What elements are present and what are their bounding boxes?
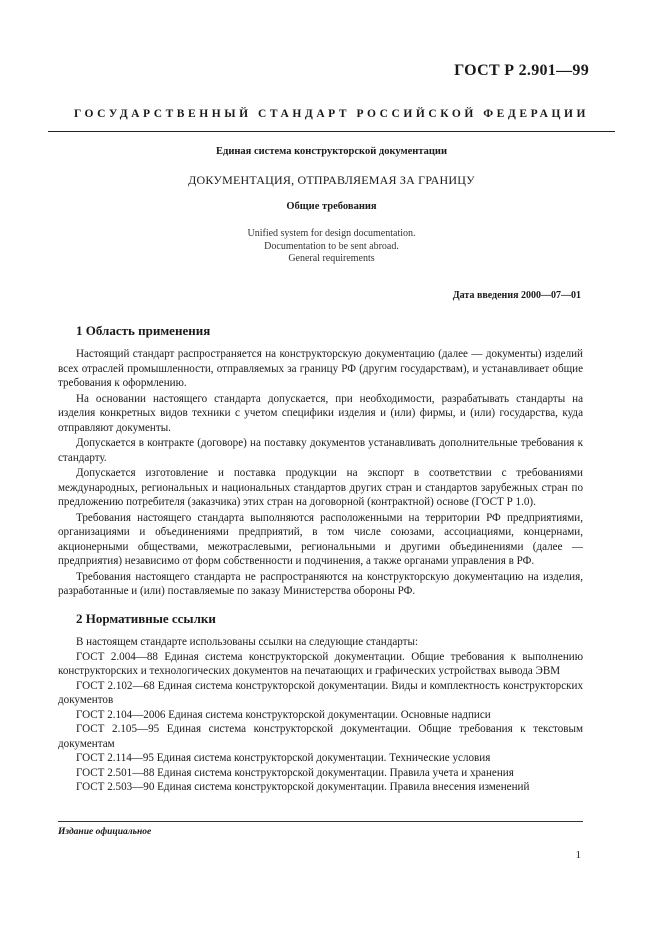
english-title-line: Unified system for design documentation. (247, 228, 416, 239)
section-body-references (58, 635, 583, 795)
section-body-scope (58, 347, 583, 600)
header-divider (48, 131, 615, 132)
section-heading-references: 2 Нормативные ссылки (76, 611, 216, 626)
paragraph: Допускается изготовление и поставка продукции на экспорт в соответствии с требованиями международных, региональных и национальных стандартов других стран и стандартов зарубежных стран по предложению потребителя (заказчика) этих стран на договорной (контрактной) основе (ГОСТ Р 1.0). (58, 467, 583, 508)
document-code: ГОСТ Р 2.901—99 (454, 62, 589, 79)
paragraph: В настоящем стандарте использованы ссылки на следующие стандарты: (76, 636, 419, 648)
document-title: ДОКУМЕНТАЦИЯ, ОТПРАВЛЯЕМАЯ ЗА ГРАНИЦУ (188, 173, 475, 187)
state-standard-banner: ГОСУДАРСТВЕННЫЙ СТАНДАРТ РОССИЙСКОЙ ФЕДЕРАЦИИ (73, 108, 590, 120)
reference-item: ГОСТ 2.114—95 Единая система конструкторской документации. Технические условия (76, 752, 491, 764)
reference-item: ГОСТ 2.503—90 Единая система конструкторской документации. Правила внесения изменений (76, 781, 530, 793)
introduction-date: Дата введения 2000—07—01 (452, 290, 581, 301)
paragraph: Требования настоящего стандарта не распространяются на конструкторскую документацию на изделия, разработанные и (или) поставляемые по заказу Министерства обороны РФ. (58, 570, 583, 597)
paragraph: Допускается в контракте (договоре) на поставку документов устанавливать дополнительные требования к стандарту. (58, 437, 583, 464)
system-title: Единая система конструкторской документации (216, 146, 447, 157)
edition-note: Издание официальное (58, 827, 152, 837)
section-heading-scope: 1 Область применения (76, 323, 211, 338)
footer-divider (58, 821, 583, 822)
reference-item: ГОСТ 2.501—88 Единая система конструкторской документации. Правила учета и хранения (76, 766, 514, 779)
reference-item: ГОСТ 2.105—95 Единая система конструкторской документации. Общие требования к текстовым документам (58, 723, 583, 750)
reference-item: ГОСТ 2.104—2006 Единая система конструкторской документации. Основные надписи (76, 708, 491, 721)
reference-item: ГОСТ 2.102—68 Единая система конструкторской документации. Виды и комплектность конструкторских документов (58, 679, 583, 706)
paragraph: Настоящий стандарт распространяется на конструкторскую документацию (далее — документы) изделий всех отраслей промышленности, отправляемых за границу РФ (другим государствам), и устанавливает общие требования к оформлению. (58, 348, 583, 389)
document-subtitle: Общие требования (286, 201, 377, 212)
english-title-block (48, 228, 615, 266)
paragraph: На основании настоящего стандарта допускается, при необходимости, разрабатывать стандарты на изделия конкретных видов техники с учетом специфики изделия и (или) фирмы, и (или) государства, куда отправляют документы. (58, 392, 583, 434)
paragraph: Требования настоящего стандарта выполняются расположенными на территории РФ предприятиями, организациями и объединениями предприятий, в том числе союзами, ассоциациями, концернами, акционерными обществами, межотраслевыми, региональными и другими объединениями (далее — предприятия) независимо от форм собственности и подчинения, а также органами управления в РФ. (58, 511, 583, 567)
page-number: 1 (575, 849, 581, 861)
reference-item: ГОСТ 2.004—88 Единая система конструкторской документации. Общие требования к выполнению конструкторских и технологических документов на печатающих и графических устройствах вывода ЭВМ (58, 650, 583, 677)
english-title-line: Documentation to be sent abroad. (264, 240, 399, 252)
english-title-line: General requirements (288, 253, 375, 264)
